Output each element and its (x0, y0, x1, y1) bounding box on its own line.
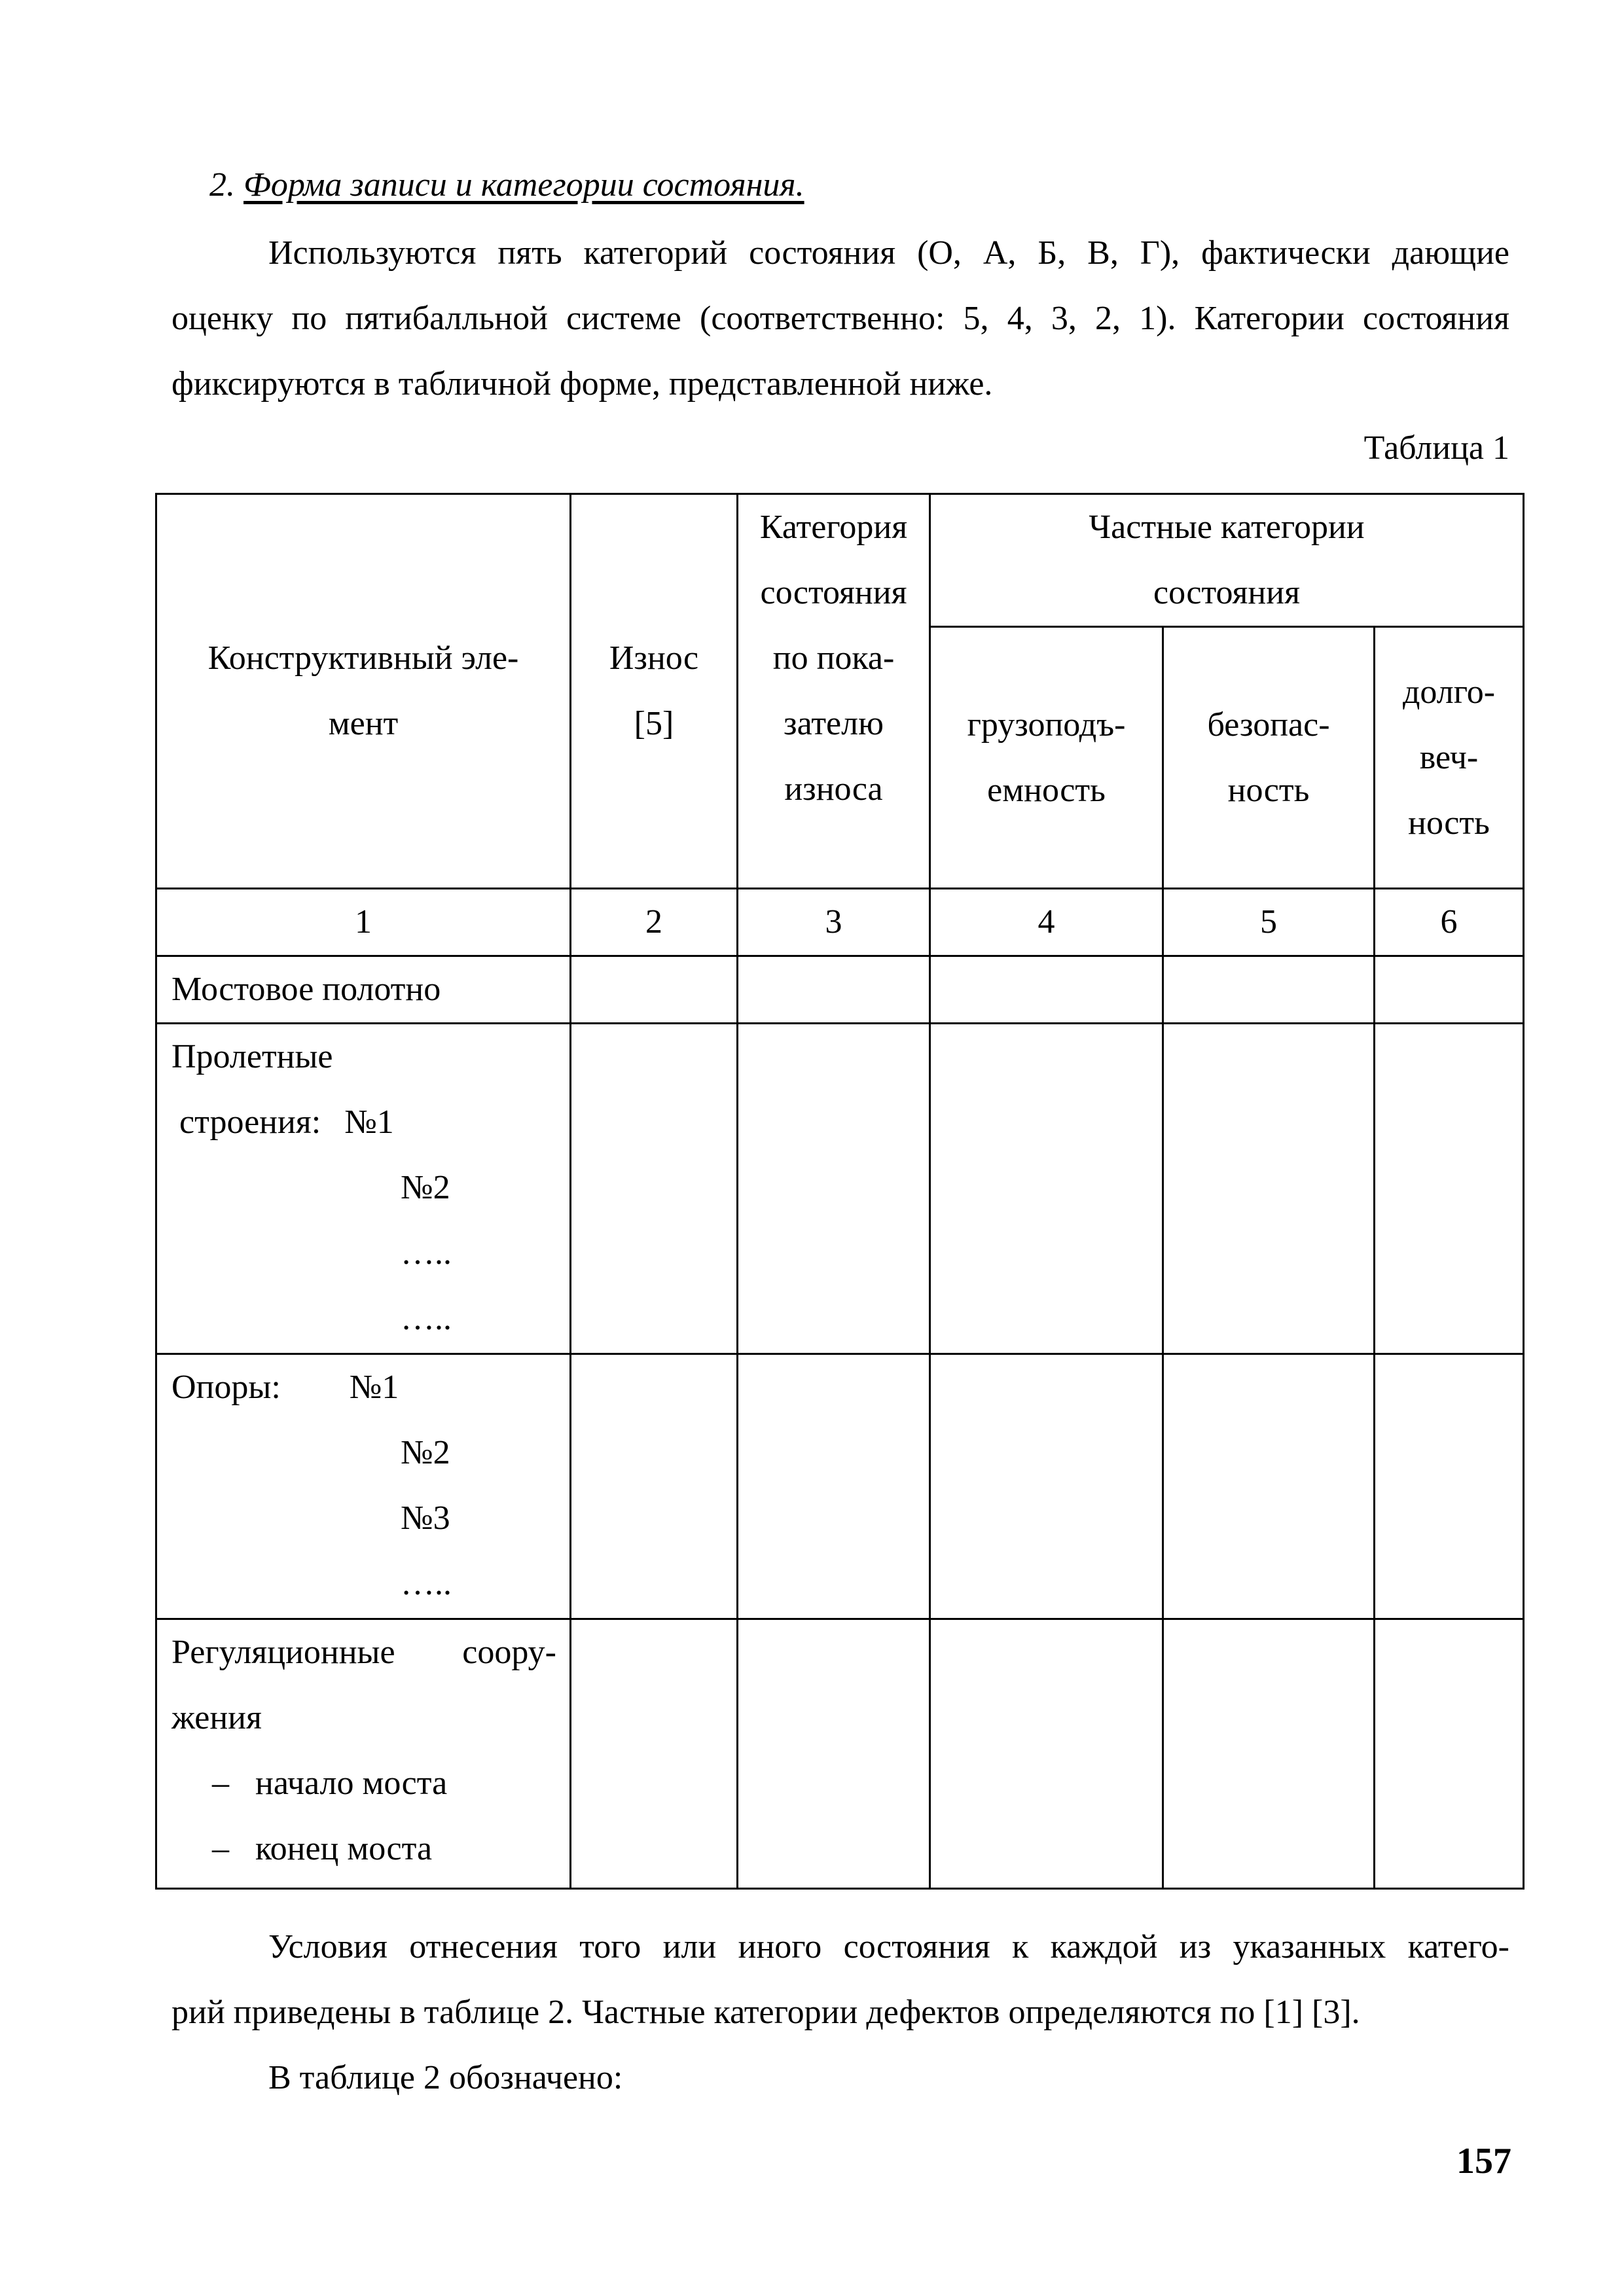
table-cell (571, 1354, 738, 1619)
table-cell (930, 1619, 1163, 1889)
table-cell (930, 956, 1163, 1024)
row-supports-label: Опоры: №1 №2 №3 ….. (156, 1354, 571, 1619)
section-heading (209, 162, 804, 208)
page-number: 157 (1456, 2141, 1511, 2181)
row-deck-label: Мостовое полотно (156, 956, 571, 1024)
intro-paragraph (171, 221, 1509, 417)
table-cell (1375, 1354, 1524, 1619)
outro-paragraph (171, 1914, 1509, 2111)
section-title: Форма записи и категории состояния. (244, 166, 804, 204)
table-cell (1163, 956, 1375, 1024)
outro-line-3: В таблице 2 обозначено: (268, 2059, 623, 2096)
table-cell (1375, 1619, 1524, 1889)
intro-line-3: фиксируются в табличной форме, представленной ниже. (171, 365, 993, 403)
table-cell (1163, 1619, 1375, 1889)
outro-line-2: рий приведены в таблице 2. Частные категории дефектов определяются по [1] [3]. (171, 1994, 1360, 2031)
table-caption: Таблица 1 (1363, 429, 1509, 467)
table-cell (738, 1619, 930, 1889)
column-number: 1 (156, 889, 571, 956)
column-number: 4 (930, 889, 1163, 956)
table-cell (571, 956, 738, 1024)
column-number: 5 (1163, 889, 1375, 956)
condition-table (155, 493, 1525, 1890)
intro-line-2: оценку по пятибалльной системе (соответственно: 5, 4, 3, 2, 1). Категории состояния (171, 300, 1509, 337)
header-durability: долго- веч- ность (1375, 627, 1524, 889)
header-safety: безопас- ность (1163, 627, 1375, 889)
row-spans-label: Пролетные строения: №1 №2 ….. ….. (156, 1024, 571, 1354)
outro-line-1: Условия отнесения того или иного состояния к каждой из указанных катего- (268, 1928, 1509, 1965)
table-cell (571, 1024, 738, 1354)
table-cell (1375, 1024, 1524, 1354)
intro-line-1: Используются пять категорий состояния (О, А, Б, В, Г), фактически дающие (268, 234, 1509, 272)
column-number: 2 (571, 889, 738, 956)
table-cell (738, 956, 930, 1024)
table-cell (930, 1354, 1163, 1619)
row-regulation-label: Регуляционные соору- жения – начало моста – конец моста (156, 1619, 571, 1889)
table-cell (930, 1024, 1163, 1354)
table-cell (1163, 1354, 1375, 1619)
column-number: 6 (1375, 889, 1524, 956)
header-wear-category: Категория состояния по пока- зателю износа (738, 494, 930, 889)
table-cell (738, 1024, 930, 1354)
header-structural-element: Конструктивный эле- мент (156, 494, 571, 889)
header-partial-categories: Частные категории состояния (930, 494, 1524, 627)
table-cell (1163, 1024, 1375, 1354)
section-number: 2. (209, 166, 235, 204)
table-cell (1375, 956, 1524, 1024)
table-cell (571, 1619, 738, 1889)
header-wear: Износ [5] (571, 494, 738, 889)
column-number: 3 (738, 889, 930, 956)
header-load-capacity: грузоподъ- емность (930, 627, 1163, 889)
table-cell (738, 1354, 930, 1619)
